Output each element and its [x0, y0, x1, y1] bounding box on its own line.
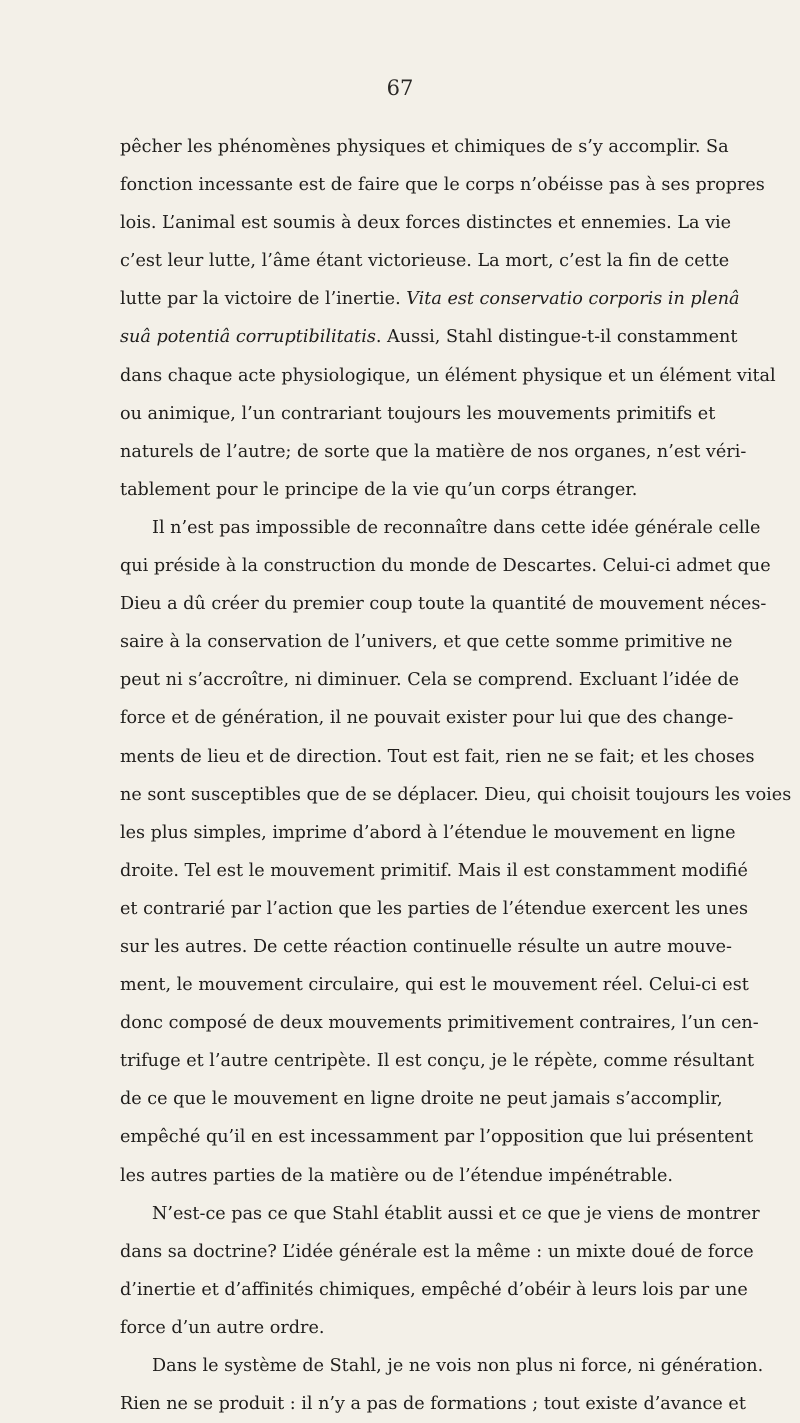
- text-line: [120, 1042, 755, 1080]
- page-number: 67: [386, 76, 414, 100]
- text-line: [120, 547, 771, 585]
- line-text: dans chaque acte physiologique, un élément physique et un élément vital: [120, 365, 776, 386]
- text-line: [120, 509, 761, 547]
- text-line: [120, 395, 716, 433]
- line-text: peut ni s’accroître, ni diminuer. Cela se comprend. Excluant l’idée de: [120, 670, 740, 691]
- text-line: [120, 1385, 746, 1423]
- text-line: [120, 852, 748, 890]
- text-line: [120, 242, 730, 280]
- text-line: [120, 166, 765, 204]
- line-text: Il n’est pas impossible de reconnaître dans cette idée générale celle: [152, 517, 761, 538]
- text-line: [120, 357, 776, 395]
- text-line: [120, 1271, 748, 1309]
- line-text: naturels de l’autre; de sorte que la matière de nos organes, n’est véri-: [120, 441, 747, 462]
- line-text: lois. L’animal est soumis à deux forces distinctes et ennemies. La vie: [120, 213, 732, 234]
- line-text: force et de génération, il ne pouvait exister pour lui que des change-: [120, 708, 734, 729]
- line-text: sur les autres. De cette réaction continuelle résulte un autre mouve-: [120, 936, 733, 957]
- text-line: [120, 1195, 760, 1233]
- text-line: [120, 699, 734, 737]
- line-text: de ce que le mouvement en ligne droite ne peut jamais s’accomplir,: [120, 1089, 723, 1110]
- latin-quotation: suâ potentiâ corruptibilitatis: [120, 327, 376, 348]
- text-line: [120, 1004, 759, 1042]
- line-text: les autres parties de la matière ou de l’étendue impénétrable.: [120, 1165, 673, 1186]
- text-line: [120, 1118, 754, 1156]
- text-line: [120, 1309, 686, 1347]
- line-text: dans sa doctrine? L’idée générale est la même : un mixte doué de force: [120, 1241, 754, 1262]
- text-line: [120, 471, 686, 509]
- latin-quotation: Vita est conservatio corporis in plenâ: [406, 289, 740, 310]
- text-line: [120, 280, 740, 318]
- line-text: ment, le mouvement circulaire, qui est le mouvement réel. Celui-ci est: [120, 975, 749, 996]
- line-text: . Aussi, Stahl distingue-t-il constamment: [375, 327, 738, 348]
- text-line: [120, 1347, 764, 1385]
- text-line: [120, 814, 736, 852]
- text-line: [120, 585, 767, 623]
- line-text: qui préside à la construction du monde de Descartes. Celui-ci admet que: [120, 556, 771, 577]
- line-text: c’est leur lutte, l’âme étant victorieuse. La mort, c’est la fin de cette: [120, 251, 730, 272]
- line-text: ne sont susceptibles que de se déplacer. Dieu, qui choisit toujours les voies: [120, 784, 792, 805]
- text-line: [120, 1157, 686, 1195]
- text-line: [120, 890, 749, 928]
- line-text: force d’un autre ordre.: [120, 1317, 325, 1338]
- text-line: [120, 776, 792, 814]
- line-text: lutte par la victoire de l’inertie.: [120, 289, 407, 310]
- line-text: les plus simples, imprime d’abord à l’étendue le mouvement en ligne: [120, 822, 736, 843]
- line-text: Dieu a dû créer du premier coup toute la quantité de mouvement néces-: [120, 594, 767, 615]
- line-text: et contrarié par l’action que les parties de l’étendue exercent les unes: [120, 898, 749, 919]
- line-text: Rien ne se produit : il n’y a pas de formations ; tout existe d’avance et: [120, 1394, 746, 1415]
- text-line: [120, 966, 749, 1004]
- body-text: [120, 128, 792, 1423]
- text-line: [120, 928, 733, 966]
- line-text: empêché qu’il en est incessamment par l’opposition que lui présentent: [120, 1127, 754, 1148]
- text-line: [120, 204, 732, 242]
- line-text: trifuge et l’autre centripète. Il est conçu, je le répète, comme résultant: [120, 1051, 755, 1072]
- text-line: [120, 738, 755, 776]
- text-line: [120, 128, 729, 166]
- text-line: [120, 623, 733, 661]
- line-text: d’inertie et d’affinités chimiques, empêché d’obéir à leurs lois par une: [120, 1279, 748, 1300]
- line-text: saire à la conservation de l’univers, et que cette somme primitive ne: [120, 632, 733, 653]
- line-text: droite. Tel est le mouvement primitif. Mais il est constamment modifié: [120, 860, 748, 881]
- line-text: N’est-ce pas ce que Stahl établit aussi et ce que je viens de montrer: [152, 1203, 760, 1224]
- line-text: ou animique, l’un contrariant toujours les mouvements primitifs et: [120, 403, 716, 424]
- text-line: [120, 318, 738, 356]
- text-line: [120, 433, 747, 471]
- line-text: tablement pour le principe de la vie qu’un corps étranger.: [120, 479, 638, 500]
- line-text: donc composé de deux mouvements primitivement contraires, l’un cen-: [120, 1013, 759, 1034]
- text-line: [120, 1233, 754, 1271]
- text-line: [120, 1080, 723, 1118]
- line-text: pêcher les phénomènes physiques et chimiques de s’y accomplir. Sa: [120, 137, 729, 157]
- line-text: fonction incessante est de faire que le corps n’obéisse pas à ses propres: [120, 175, 765, 196]
- line-text: ments de lieu et de direction. Tout est fait, rien ne se fait; et les choses: [120, 746, 755, 767]
- line-text: Dans le système de Stahl, je ne vois non plus ni force, ni génération.: [152, 1356, 764, 1376]
- text-line: [120, 661, 740, 699]
